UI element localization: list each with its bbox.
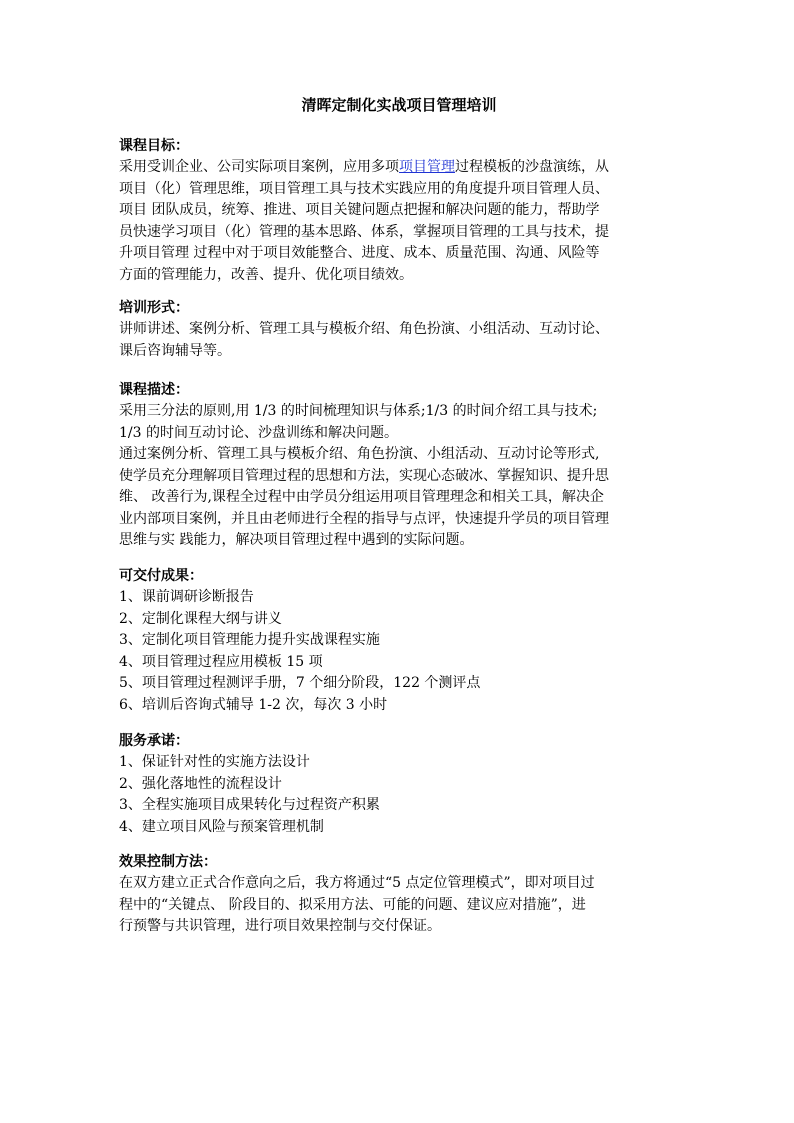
effect-control-heading: 效果控制方法： [119, 854, 217, 870]
deliverable-item: 4、项目管理过程应用模板 15 项 [119, 653, 323, 670]
course-goal-line: 项目 团队成员，统筹、推进、项目关键问题点把握和解决问题的能力，帮助学 [119, 202, 600, 218]
section-course-goal [119, 136, 679, 286]
course-goal-heading: 课程目标： [119, 138, 189, 154]
course-description-line: 维、 改善行为,课程全过程中由学员分组运用项目管理理念和相关工具，解决企 [119, 489, 604, 505]
deliverable-item: 6、培训后咨询式辅导 1-2 次，每次 3 小时 [119, 696, 388, 713]
deliverable-item: 2、定制化课程大纲与讲义 [119, 610, 282, 627]
course-goal-text: 过程模板的沙盘演练，从 [455, 159, 609, 175]
commitment-item: 1、保证针对性的实施方法设计 [119, 754, 310, 770]
document-title: 清晖定制化实战项目管理培训 [301, 96, 497, 114]
section-service-commitment [119, 731, 679, 838]
deliverable-item: 3、定制化项目管理能力提升实战课程实施 [119, 632, 380, 648]
course-goal-line: 项目（化）管理思维，项目管理工具与技术实践应用的角度提升项目管理人员、 [119, 180, 609, 197]
section-deliverables [119, 566, 679, 716]
training-format-line: 课后咨询辅导等。 [119, 342, 231, 359]
training-format-line: 讲师讲述、案例分析、管理工具与模板介绍、角色扮演、小组活动、互动讨论、 [119, 321, 609, 337]
course-goal-line: 方面的管理能力，改善、提升、优化项目绩效。 [119, 266, 413, 283]
effect-control-line: 程中的“关键点、 阶段目的、拟采用方法、可能的问题、建议应对措施”，进 [119, 896, 586, 913]
course-description-line: 通过案例分析、管理工具与模板介绍、角色扮演、小组活动、互动讨论等形式, [119, 446, 600, 462]
section-course-description [119, 380, 679, 552]
commitment-item: 3、全程实施项目成果转化与过程资产积累 [119, 797, 380, 813]
course-description-line: 采用三分法的原则,用 1/3 的时间梳理知识与体系;1/3 的时间介绍工具与技术; [119, 403, 598, 419]
course-description-line: 思维与实 践能力，解决项目管理过程中遇到的实际问题。 [119, 532, 474, 548]
section-training-format [119, 298, 679, 362]
course-goal-line: 员快速学习项目（化）管理的基本思路、体系，掌握项目管理的工具与技术，提 [119, 223, 609, 240]
course-goal-text: 采用受训企业、公司实际项目案例，应用多项 [119, 159, 399, 175]
course-description-line: 使学员充分理解项目管理过程的思想和方法，实现心态破冰、掌握知识、提升思 [119, 467, 609, 484]
deliverable-item: 1、课前调研诊断报告 [119, 589, 254, 605]
section-effect-control [119, 852, 679, 938]
commitment-item: 4、建立项目风险与预案管理机制 [119, 818, 324, 835]
effect-control-line: 行预警与共识管理，进行项目效果控制与交付保证。 [119, 918, 441, 934]
course-description-line: 1/3 的时间互动讨论、沙盘训练和解决问题。 [119, 424, 398, 441]
deliverables-heading: 可交付成果： [119, 568, 203, 584]
course-description-line: 业内部项目案例，并且由老师进行全程的指导与点评，快速提升学员的项目管理 [119, 510, 609, 527]
service-commitment-heading: 服务承诺： [119, 733, 189, 749]
training-format-heading: 培训形式： [119, 300, 189, 316]
commitment-item: 2、强化落地性的流程设计 [119, 775, 282, 792]
deliverable-item: 5、项目管理过程测评手册，7 个细分阶段，122 个测评点 [119, 675, 481, 691]
course-goal-line: 升项目管理 过程中对于项目效能整合、进度、成本、质量范围、沟通、风险等 [119, 245, 600, 261]
effect-control-line: 在双方建立正式合作意向之后，我方将通过“5 点定位管理模式”，即对项目过 [119, 875, 595, 891]
course-description-heading: 课程描述： [119, 382, 189, 398]
course-goal-line [119, 157, 679, 179]
project-management-link[interactable]: 项目管理 [399, 159, 455, 175]
